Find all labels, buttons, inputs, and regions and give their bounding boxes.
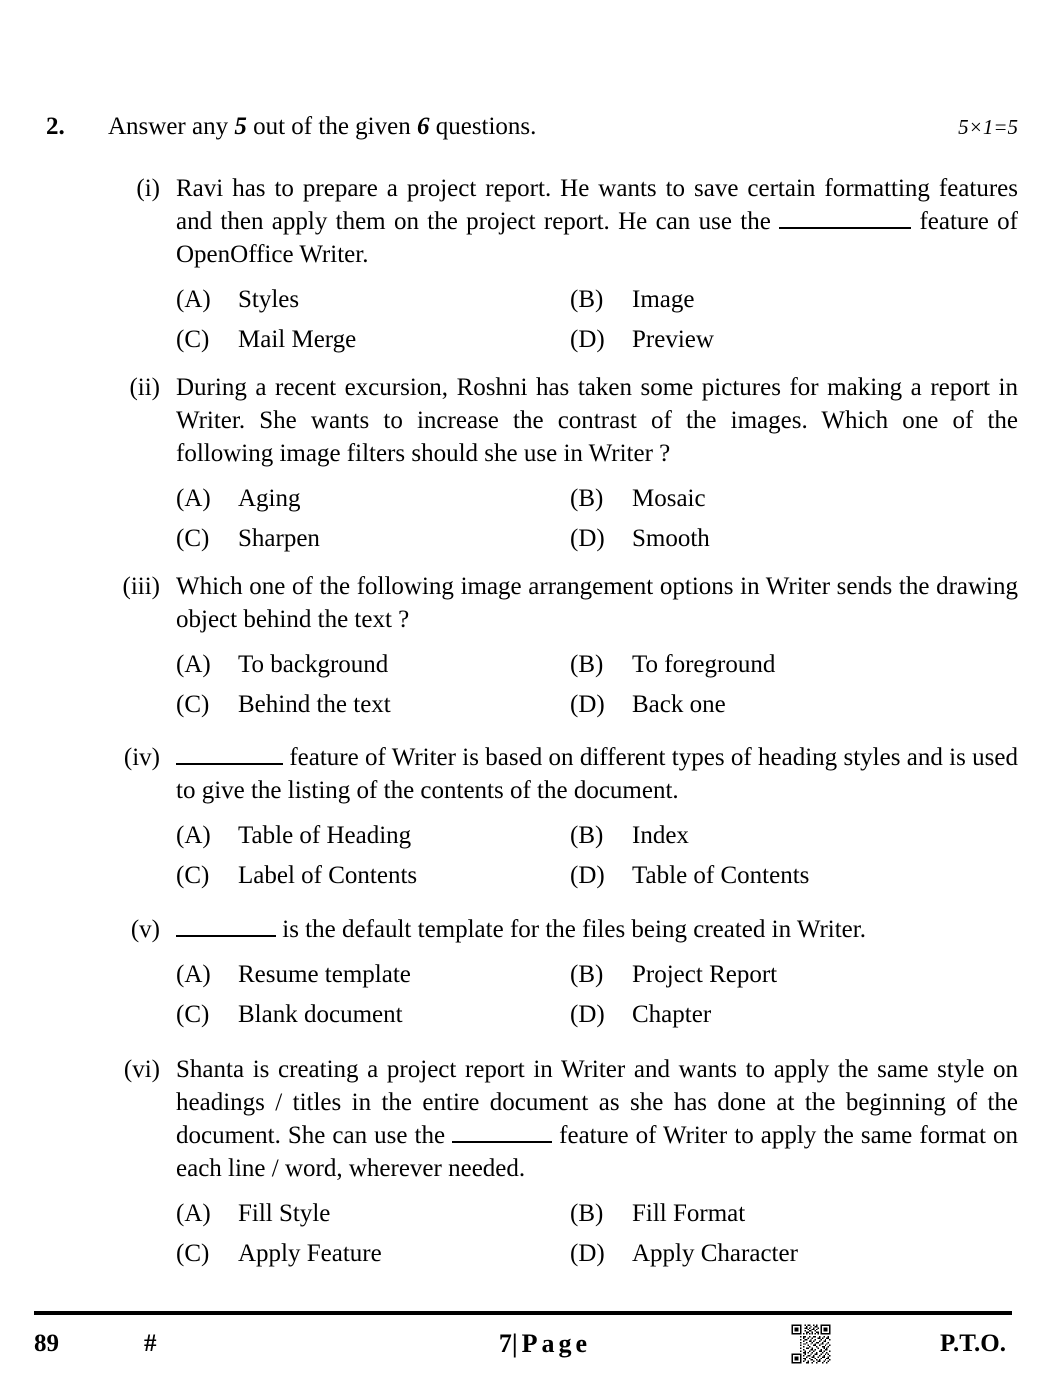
option-label: Fill Format bbox=[632, 1200, 746, 1227]
options-group bbox=[176, 645, 1018, 725]
question-text-part-1: Ravi has to prepare a project report. He wants to save certain formatting features and then apply them on the project report. He can use the bbox=[176, 175, 1018, 235]
page-indicator bbox=[354, 1329, 736, 1359]
option-label: Resume template bbox=[238, 961, 411, 988]
sub-question-label: (i) bbox=[136, 175, 160, 202]
option-label: Back one bbox=[632, 691, 726, 718]
option-c[interactable] bbox=[176, 856, 570, 896]
sub-question-vi bbox=[46, 1053, 1018, 1274]
option-key: (D) bbox=[570, 326, 605, 353]
option-key: (B) bbox=[570, 961, 604, 988]
option-key: (A) bbox=[176, 1200, 211, 1227]
option-label: Mosaic bbox=[632, 485, 706, 512]
options-row bbox=[176, 280, 1018, 320]
options-group bbox=[176, 816, 1018, 896]
sub-question-label: (iv) bbox=[123, 744, 160, 771]
option-key: (D) bbox=[570, 691, 605, 718]
option-b[interactable] bbox=[570, 816, 964, 856]
sub-question-text bbox=[176, 1053, 1018, 1185]
option-label: Styles bbox=[238, 286, 300, 313]
option-label: Image bbox=[632, 286, 695, 313]
options-group bbox=[176, 280, 1018, 360]
option-label: Apply Feature bbox=[238, 1240, 382, 1267]
option-label: Blank document bbox=[238, 1001, 403, 1028]
sub-question-text: During a recent excursion, Roshni has taken some pictures for making a report in Writer. She wants to increase the contrast of the images. Which one of the following image filters should she use in Writer ? bbox=[176, 374, 1018, 467]
answer-blank bbox=[452, 1122, 552, 1143]
option-d[interactable] bbox=[570, 856, 964, 896]
instruction-count-6: 6 bbox=[416, 113, 430, 140]
option-d[interactable] bbox=[570, 995, 964, 1035]
option-key: (C) bbox=[176, 1240, 210, 1267]
option-a[interactable] bbox=[176, 955, 570, 995]
option-b[interactable] bbox=[570, 280, 964, 320]
footer-divider bbox=[34, 1311, 1012, 1315]
option-label: Mail Merge bbox=[238, 326, 357, 353]
option-key: (C) bbox=[176, 1001, 210, 1028]
option-key: (A) bbox=[176, 822, 211, 849]
options-row bbox=[176, 1194, 1018, 1234]
options-row bbox=[176, 856, 1018, 896]
option-label: Smooth bbox=[632, 525, 710, 552]
option-key: (D) bbox=[570, 525, 605, 552]
options-group bbox=[176, 955, 1018, 1035]
option-key: (D) bbox=[570, 1001, 605, 1028]
option-c[interactable] bbox=[176, 320, 570, 360]
option-c[interactable] bbox=[176, 519, 570, 559]
pto-label: P.T.O. bbox=[940, 1330, 1006, 1357]
sub-question-text: Which one of the following image arrangement options in Writer sends the drawing object behind the text ? bbox=[176, 573, 1018, 633]
hash-marker: # bbox=[144, 1330, 157, 1357]
option-key: (A) bbox=[176, 651, 211, 678]
option-label: Fill Style bbox=[238, 1200, 331, 1227]
option-key: (B) bbox=[570, 1200, 604, 1227]
option-key: (C) bbox=[176, 691, 210, 718]
option-a[interactable] bbox=[176, 645, 570, 685]
option-label: Behind the text bbox=[238, 691, 391, 718]
option-label: Chapter bbox=[632, 1001, 712, 1028]
option-key: (B) bbox=[570, 485, 604, 512]
sub-question-ii bbox=[46, 371, 1018, 559]
option-b[interactable] bbox=[570, 1194, 964, 1234]
page-footer bbox=[34, 1318, 1012, 1370]
options-row bbox=[176, 519, 1018, 559]
sub-question-label: (v) bbox=[130, 916, 160, 943]
answer-blank bbox=[176, 916, 276, 937]
option-label: Project Report bbox=[632, 961, 778, 988]
page-word: Page bbox=[521, 1329, 592, 1358]
sub-question-label: (ii) bbox=[129, 374, 160, 401]
question-header bbox=[46, 113, 1018, 141]
sub-question-iii bbox=[46, 570, 1018, 725]
option-key: (C) bbox=[176, 862, 210, 889]
options-group bbox=[176, 479, 1018, 559]
option-key: (C) bbox=[176, 525, 210, 552]
option-b[interactable] bbox=[570, 645, 964, 685]
option-label: Index bbox=[632, 822, 689, 849]
options-group bbox=[176, 1194, 1018, 1274]
marks-allocation: 5×1=5 bbox=[958, 115, 1018, 139]
options-row bbox=[176, 320, 1018, 360]
option-key: (D) bbox=[570, 1240, 605, 1267]
option-key: (B) bbox=[570, 822, 604, 849]
option-a[interactable] bbox=[176, 816, 570, 856]
option-b[interactable] bbox=[570, 955, 964, 995]
option-label: To foreground bbox=[632, 651, 776, 678]
option-key: (A) bbox=[176, 286, 211, 313]
option-label: Table of Heading bbox=[238, 822, 412, 849]
question-text-part-2: feature of Writer is based on different types of heading styles and is used to give the listing of the contents of the document. bbox=[176, 744, 1018, 804]
option-d[interactable] bbox=[570, 1234, 964, 1274]
sub-question-text bbox=[176, 913, 1018, 946]
option-label: To background bbox=[238, 651, 389, 678]
sub-question-text bbox=[176, 172, 1018, 271]
instruction-part-2: out of the given bbox=[246, 113, 417, 140]
options-row bbox=[176, 479, 1018, 519]
option-a[interactable] bbox=[176, 479, 570, 519]
option-key: (C) bbox=[176, 326, 210, 353]
option-key: (D) bbox=[570, 862, 605, 889]
option-label: Label of Contents bbox=[238, 862, 418, 889]
page-number: 7| bbox=[498, 1329, 518, 1358]
option-c[interactable] bbox=[176, 995, 570, 1035]
instruction-part-1: Answer any bbox=[108, 113, 235, 140]
options-row bbox=[176, 995, 1018, 1035]
paper-code: 89 bbox=[34, 1330, 59, 1357]
answer-blank bbox=[176, 744, 283, 765]
option-c[interactable] bbox=[176, 1234, 570, 1274]
option-key: (B) bbox=[570, 286, 604, 313]
option-label: Apply Character bbox=[632, 1240, 798, 1267]
option-key: (A) bbox=[176, 485, 211, 512]
instruction-count-5: 5 bbox=[234, 113, 247, 140]
option-a[interactable] bbox=[176, 1194, 570, 1234]
options-row bbox=[176, 816, 1018, 856]
options-row bbox=[176, 1234, 1018, 1274]
option-b[interactable] bbox=[570, 479, 964, 519]
option-label: Preview bbox=[632, 326, 714, 353]
sub-question-v bbox=[46, 913, 1018, 1035]
instruction-part-3: questions. bbox=[429, 113, 537, 140]
question-text-part-2: is the default template for the files being created in Writer. bbox=[276, 916, 866, 943]
option-label: Sharpen bbox=[238, 525, 320, 552]
question-text-part-1: Shanta is creating a project report in Writer and wants to apply the same style on headings / titles in the entire document as she has done at the beginning of the document. She can use the bbox=[176, 1056, 1018, 1149]
question-text-part-2: feature of OpenOffice Writer. bbox=[176, 208, 1018, 268]
option-a[interactable] bbox=[176, 280, 570, 320]
sub-question-iv bbox=[46, 741, 1018, 896]
option-c[interactable] bbox=[176, 685, 570, 725]
option-d[interactable] bbox=[570, 320, 964, 360]
option-key: (A) bbox=[176, 961, 211, 988]
option-d[interactable] bbox=[570, 519, 964, 559]
answer-blank bbox=[779, 208, 911, 229]
question-instruction bbox=[108, 113, 958, 141]
sub-question-label: (iii) bbox=[122, 573, 160, 600]
options-row bbox=[176, 645, 1018, 685]
question-text-part-2: feature of Writer to apply the same format on each line / word, wherever needed. bbox=[176, 1122, 1018, 1182]
option-d[interactable] bbox=[570, 685, 964, 725]
sub-question-i bbox=[46, 172, 1018, 360]
option-key: (B) bbox=[570, 651, 604, 678]
qr-code-icon bbox=[736, 1323, 886, 1365]
sub-question-label: (vi) bbox=[123, 1056, 160, 1083]
option-label: Table of Contents bbox=[632, 862, 810, 889]
sub-question-text bbox=[176, 741, 1018, 807]
option-label: Aging bbox=[238, 485, 301, 512]
options-row bbox=[176, 685, 1018, 725]
options-row bbox=[176, 955, 1018, 995]
question-number: 2. bbox=[46, 113, 65, 140]
